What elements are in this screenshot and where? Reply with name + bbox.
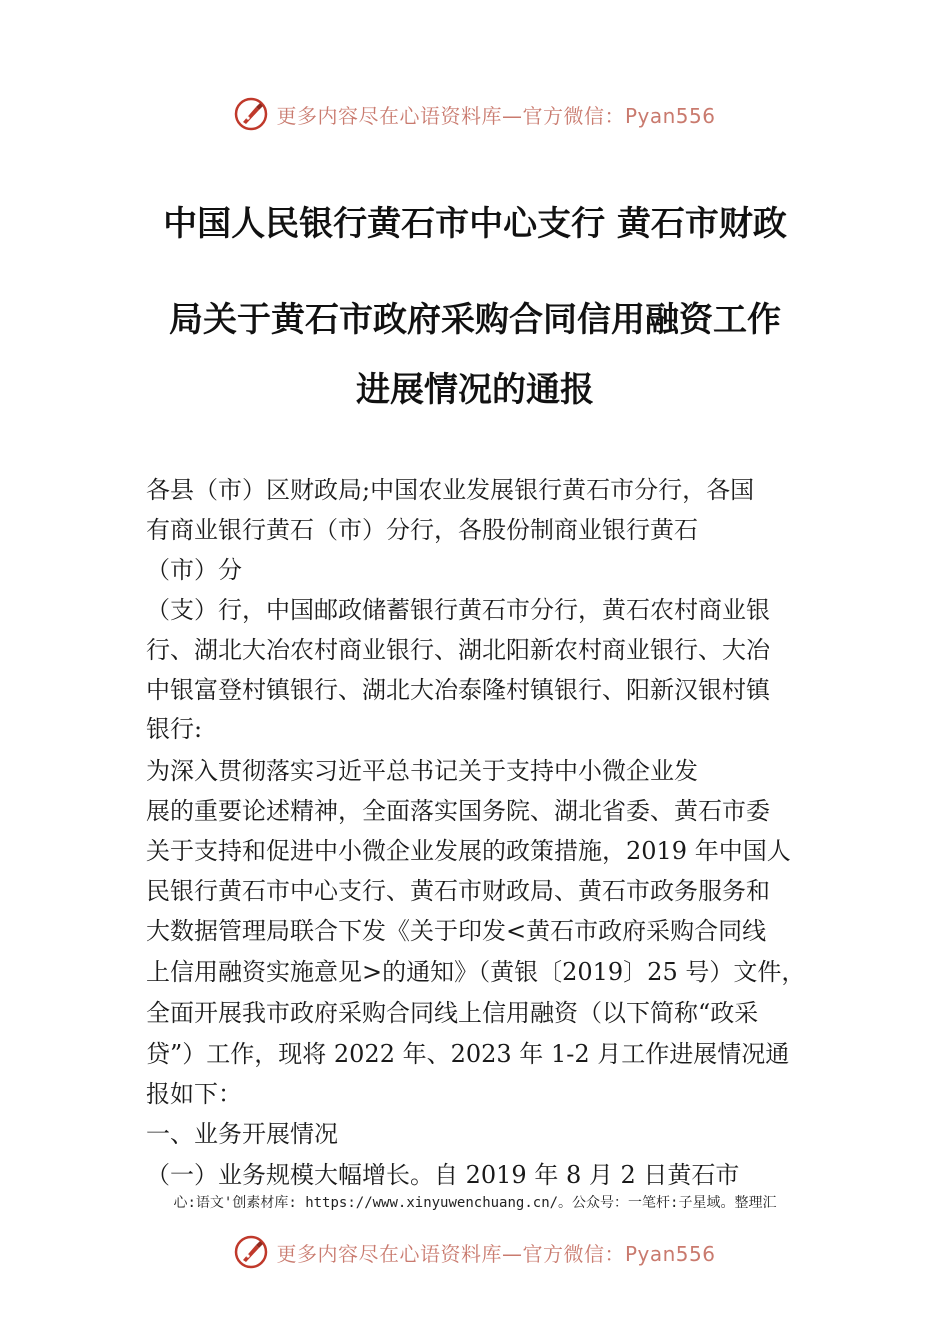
body-line: 民银行黄石市中心支行、黄石市财政局、黄石市政务服务和 (146, 877, 770, 905)
body-line: 行、湖北大冶农村商业银行、湖北阳新农村商业银行、大冶 (146, 636, 770, 664)
watermark-banner-text: 更多内容尽在心语资料库—官方微信：Pyan556 (276, 103, 716, 128)
body-line: 为深入贯彻落实习近平总书记关于支持中小微企业发 (146, 757, 698, 785)
body-line: （支）行，中国邮政储蓄银行黄石市分行，黄石农村商业银 (146, 596, 770, 624)
body-line: 各县（市）区财政局;中国农业发展银行黄石市分行，各国 (146, 476, 755, 504)
watermark-banner-top (0, 94, 950, 134)
document-title-line-1: 中国人民银行黄石市中心支行 黄石市财政 (163, 204, 787, 244)
pen-nib-logo-icon (234, 1235, 268, 1269)
section-heading: 一、业务开展情况 (146, 1120, 338, 1148)
document-title-line-2: 局关于黄石市政府采购合同信用融资工作 (169, 300, 781, 340)
body-line: 关于支持和促进中小微企业发展的政策措施，2019 年中国人 (146, 837, 791, 865)
watermark-banner-bottom (0, 1232, 950, 1272)
body-line: 银行: (146, 715, 203, 743)
pen-nib-logo-icon (234, 97, 268, 131)
body-line: 大数据管理局联合下发《关于印发<黄石市政府采购合同线 (146, 917, 767, 945)
body-line: 中银富登村镇银行、湖北大冶泰隆村镇银行、阳新汉银村镇 (146, 676, 770, 704)
source-footer-note: 心:语文'创素材库: https://www.xinyuwenchuang.cn/。公众号：一笔杆:子星域。整理汇 (173, 1195, 777, 1211)
subsection-heading: （一）业务规模大幅增长。自 2019 年 8 月 2 日黄石市 (146, 1161, 740, 1189)
body-line: 上信用融资实施意见>的通知》（黄银〔2019〕25 号）文件， (146, 958, 806, 986)
body-line: 贷”）工作，现将 2022 年、2023 年 1-2 月工作进展情况通 (146, 1040, 790, 1068)
watermark-banner-text: 更多内容尽在心语资料库—官方微信：Pyan556 (276, 1241, 716, 1266)
body-line: （市）分 (146, 556, 242, 584)
body-line: 展的重要论述精神，全面落实国务院、湖北省委、黄石市委 (146, 797, 770, 825)
body-line: 有商业银行黄石（市）分行，各股份制商业银行黄石 (146, 516, 698, 544)
body-line: 全面开展我市政府采购合同线上信用融资（以下简称“政采 (146, 999, 759, 1027)
body-line: 报如下： (146, 1080, 242, 1108)
document-title-line-3: 进展情况的通报 (356, 370, 594, 410)
